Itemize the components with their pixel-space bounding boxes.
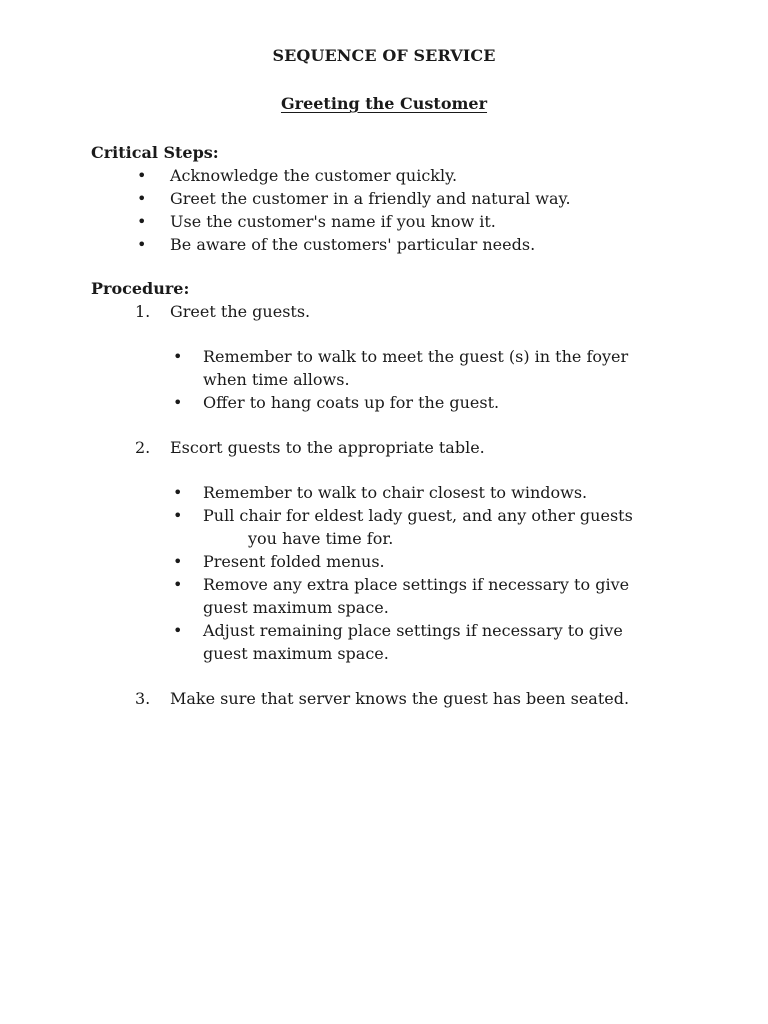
subtitle-text: Greeting the Customer	[280, 94, 488, 113]
bullet-icon: •	[173, 393, 183, 412]
step-sub-item	[91, 573, 633, 619]
procedure-steps	[91, 300, 691, 710]
procedure-step	[91, 687, 691, 710]
step-sub-text-line2: you have time for.	[248, 529, 394, 548]
step-sub-text-line1: Pull chair for eldest lady guest, and any other guests	[203, 506, 633, 525]
critical-step-text: Be aware of the customers' particular needs.	[170, 235, 536, 254]
step-sub-item	[91, 550, 633, 573]
bullet-icon: •	[137, 189, 147, 208]
procedure-section	[91, 277, 691, 710]
step-number: 3.	[135, 689, 151, 708]
critical-steps-heading: Critical Steps:	[91, 143, 219, 162]
bullet-icon: •	[137, 166, 147, 185]
critical-step-text: Acknowledge the customer quickly.	[170, 166, 458, 185]
bullet-icon: •	[173, 506, 183, 525]
bullet-icon: •	[173, 575, 183, 594]
critical-step-item	[91, 210, 691, 233]
critical-step-item	[91, 187, 691, 210]
procedure-heading: Procedure:	[91, 279, 190, 298]
critical-step-text: Greet the customer in a friendly and natural way.	[170, 189, 571, 208]
bullet-icon: •	[173, 621, 183, 640]
step-sub-item	[91, 481, 633, 504]
step-sub-list	[91, 481, 691, 665]
step-text: Greet the guests.	[170, 302, 311, 321]
step-sub-text: Offer to hang coats up for the guest.	[203, 393, 500, 412]
step-sub-item	[91, 504, 673, 550]
bullet-icon: •	[173, 552, 183, 571]
step-sub-item	[91, 345, 633, 391]
step-sub-text: Remove any extra place settings if necessary to give guest maximum space.	[203, 575, 630, 617]
step-sub-text: Adjust remaining place settings if necessary to give guest maximum space.	[203, 621, 623, 663]
document-title: SEQUENCE OF SERVICE	[272, 46, 496, 65]
bullet-icon: •	[137, 212, 147, 231]
critical-step-item	[91, 164, 691, 187]
procedure-step	[91, 300, 691, 436]
step-sub-list	[91, 345, 691, 414]
step-text: Escort guests to the appropriate table.	[170, 438, 485, 457]
bullet-icon: •	[173, 347, 183, 366]
step-sub-text: Present folded menus.	[203, 552, 385, 571]
step-sub-text: Remember to walk to meet the guest (s) in the foyer when time allows.	[203, 347, 629, 389]
step-number: 1.	[135, 302, 151, 321]
step-sub-item	[91, 619, 633, 665]
step-number: 2.	[135, 438, 151, 457]
document-subtitle	[0, 92, 768, 115]
spacer	[91, 414, 691, 436]
procedure-step	[91, 436, 691, 687]
step-text: Make sure that server knows the guest has been seated.	[170, 689, 630, 708]
critical-steps-section	[91, 141, 691, 256]
procedure-step-line	[91, 687, 691, 710]
procedure-step-line	[91, 300, 691, 323]
procedure-step-line	[91, 436, 691, 459]
bullet-icon: •	[173, 483, 183, 502]
step-sub-item	[91, 391, 633, 414]
critical-step-text: Use the customer's name if you know it.	[170, 212, 496, 231]
bullet-icon: •	[137, 235, 147, 254]
critical-steps-list	[91, 164, 691, 256]
step-sub-text: Remember to walk to chair closest to windows.	[203, 483, 588, 502]
spacer	[91, 665, 691, 687]
critical-step-item	[91, 233, 691, 256]
